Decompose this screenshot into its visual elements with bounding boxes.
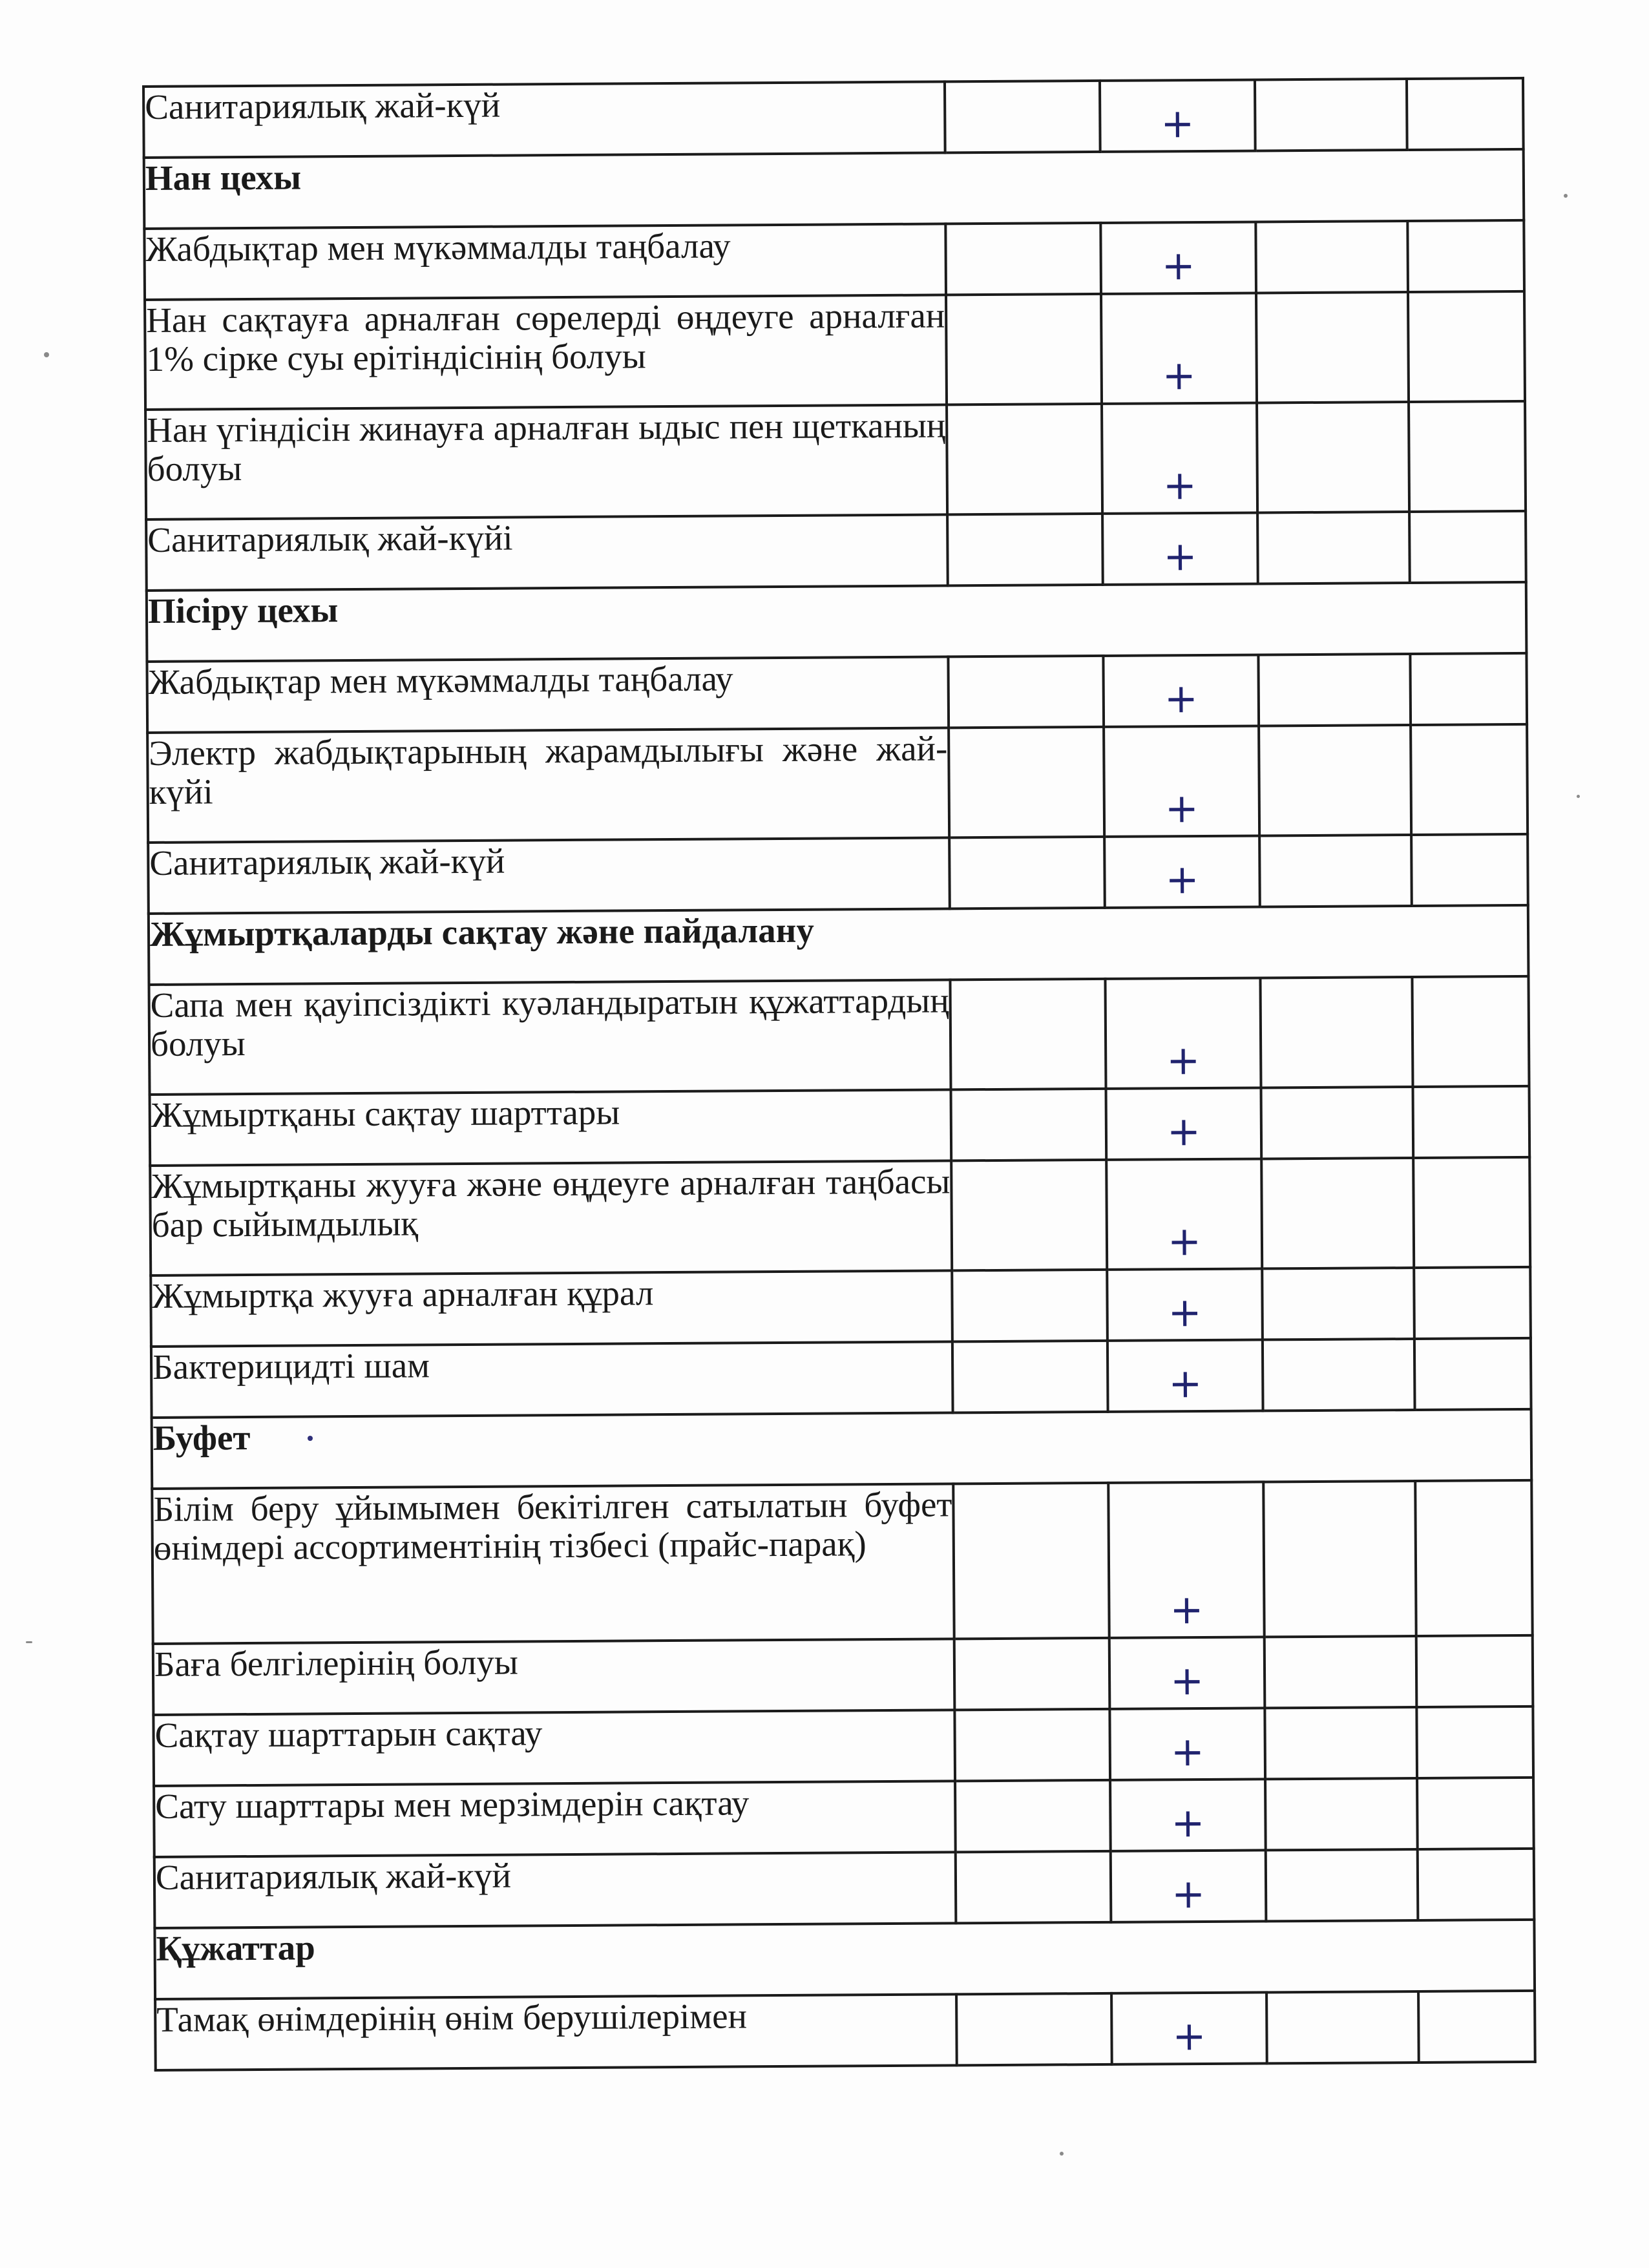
check-cell <box>1109 1637 1265 1708</box>
empty-cell <box>1257 402 1409 512</box>
table-row <box>145 291 1525 410</box>
plus-mark: + <box>1161 100 1195 147</box>
empty-cell <box>1411 724 1528 835</box>
table-row <box>147 724 1528 843</box>
plus-mark: + <box>1170 1657 1204 1705</box>
section-heading: Пісіру цехы <box>147 582 1527 662</box>
empty-cell <box>1261 1087 1414 1159</box>
plus-mark: + <box>1166 1036 1201 1084</box>
item-label: Электр жабдықтарының жарамдылығы және жай-күйі <box>147 728 949 843</box>
table-row <box>144 220 1524 300</box>
empty-cell <box>1265 1707 1417 1779</box>
empty-cell <box>1413 1157 1530 1268</box>
item-label: Санитариялық жай-күйі <box>146 514 948 591</box>
empty-cell <box>1416 1635 1533 1707</box>
check-cell <box>1107 1268 1263 1340</box>
section-heading: Жұмыртқаларды сақтау және пайдалану <box>149 905 1529 985</box>
empty-cell <box>952 1270 1108 1341</box>
empty-cell <box>1256 292 1409 403</box>
item-label: Жұмыртқа жууға арналған құрал <box>151 1270 952 1347</box>
section-row <box>149 905 1529 985</box>
empty-cell <box>1265 1636 1417 1708</box>
item-label: Санитариялық жай-күй <box>148 837 950 914</box>
plus-mark: + <box>1163 532 1197 580</box>
table-row <box>153 1706 1533 1786</box>
check-cell <box>1111 1992 1267 2064</box>
empty-cell <box>955 1780 1111 1852</box>
empty-cell <box>951 1160 1107 1270</box>
item-label: Жабдықтар мен мүкәммалды таңбалау <box>147 656 949 733</box>
empty-cell <box>1258 654 1411 726</box>
item-label: Сақтау шарттарын сақтау <box>153 1710 955 1786</box>
empty-cell <box>1407 78 1524 150</box>
check-cell <box>1104 726 1259 836</box>
plus-mark: + <box>1170 1728 1204 1776</box>
table-row <box>150 1157 1530 1276</box>
empty-cell <box>1262 1268 1414 1339</box>
empty-cell <box>1261 1158 1414 1268</box>
table-row <box>149 976 1529 1095</box>
empty-cell <box>1414 1267 1531 1339</box>
empty-cell <box>1416 1706 1533 1778</box>
check-cell <box>1111 1850 1266 1922</box>
plus-mark: + <box>1172 2011 1206 2060</box>
empty-cell <box>1417 1778 1534 1849</box>
empty-cell <box>1257 512 1410 583</box>
empty-cell <box>1412 976 1529 1087</box>
check-cell <box>1100 79 1255 151</box>
table-row <box>148 834 1528 914</box>
plus-mark: + <box>1161 242 1195 289</box>
plus-mark: + <box>1162 461 1197 509</box>
empty-cell <box>1263 1339 1415 1411</box>
table-row <box>153 1635 1533 1715</box>
check-cell <box>1100 222 1256 293</box>
empty-cell <box>1409 401 1526 512</box>
section-row <box>147 582 1527 662</box>
table-row <box>151 1338 1531 1418</box>
check-cell <box>1106 1087 1262 1159</box>
table-row <box>155 1991 1535 2070</box>
empty-cell <box>1414 1338 1531 1410</box>
empty-cell <box>949 837 1105 908</box>
empty-cell <box>1409 511 1526 583</box>
check-cell <box>1108 1339 1263 1411</box>
empty-cell <box>1260 977 1413 1087</box>
check-cell <box>1110 1779 1266 1851</box>
table-row <box>150 1086 1530 1166</box>
empty-cell <box>1259 835 1412 907</box>
check-cell <box>1102 512 1258 584</box>
plus-mark: + <box>1162 352 1196 399</box>
empty-cell <box>946 294 1102 404</box>
check-cell <box>1102 403 1257 513</box>
table-row <box>154 1778 1534 1857</box>
empty-cell <box>953 1483 1109 1639</box>
item-label: Санитариялық жай-күй <box>154 1852 956 1928</box>
check-cell <box>1109 1708 1265 1780</box>
plus-mark: + <box>1170 1586 1204 1633</box>
item-label: Санитариялық жай-күй <box>143 81 945 158</box>
check-cell <box>1103 655 1259 726</box>
plus-mark: + <box>1166 1108 1201 1155</box>
empty-cell <box>945 223 1101 295</box>
item-label: Бактерицидті шам <box>151 1341 953 1418</box>
check-cell <box>1108 1482 1264 1637</box>
empty-cell <box>1411 834 1528 906</box>
plus-mark: + <box>1167 1217 1202 1265</box>
empty-cell <box>1410 653 1527 725</box>
item-label: Білім беру ұйымымен бекітілген сатылатын буфет өнімдері ассортиментінің тізбесі (прайс-парақ) <box>152 1484 954 1644</box>
scan-speck <box>26 1641 32 1643</box>
item-label: Жабдықтар мен мүкәммалды таңбалау <box>144 224 946 300</box>
section-row <box>154 1920 1535 1999</box>
scan-speck <box>1060 2152 1064 2156</box>
empty-cell <box>945 81 1100 152</box>
empty-cell <box>956 1851 1111 1923</box>
table-row <box>147 653 1527 733</box>
plus-mark: + <box>1171 1870 1206 1918</box>
item-label: Жұмыртқаны жууға және өңдеуге арналған таңбасы бар сыйымдылық <box>150 1160 952 1276</box>
scan-speck <box>44 352 49 357</box>
scan-speck <box>1564 194 1568 198</box>
empty-cell <box>1418 1991 1535 2063</box>
table-row <box>151 1267 1531 1347</box>
plus-mark: + <box>1171 1799 1205 1847</box>
empty-cell <box>1259 725 1411 835</box>
plus-mark: + <box>1168 1288 1202 1336</box>
table-row <box>152 1480 1532 1644</box>
empty-cell <box>1265 1778 1418 1850</box>
empty-cell <box>1413 1086 1530 1158</box>
empty-cell <box>948 656 1104 728</box>
item-label: Жұмыртқаны сақтау шарттары <box>150 1089 952 1166</box>
empty-cell <box>949 727 1104 837</box>
item-label: Сату шарттары мен мерзімдерін сақтау <box>154 1781 956 1857</box>
empty-cell <box>1408 291 1525 402</box>
check-cell <box>1106 1159 1262 1269</box>
empty-cell <box>956 1993 1112 2065</box>
inspection-checklist-table <box>142 77 1537 2072</box>
plus-mark: + <box>1164 675 1199 722</box>
item-label: Сапа мен қауіпсіздікті куәландыратын құжаттардың болуы <box>149 980 951 1095</box>
plus-mark: + <box>1164 784 1199 832</box>
empty-cell <box>1266 1849 1418 1921</box>
empty-cell <box>947 404 1102 514</box>
plus-mark: + <box>1168 1360 1203 1407</box>
table-row <box>146 511 1526 591</box>
scan-speck <box>308 1436 313 1441</box>
empty-cell <box>1255 79 1407 151</box>
item-label: Нан үгіндісін жинауға арналған ыдыс пен щетканың болуы <box>145 404 947 520</box>
empty-cell <box>951 1089 1107 1160</box>
scan-speck <box>1577 795 1580 798</box>
empty-cell <box>952 1341 1108 1412</box>
table-row <box>145 401 1526 520</box>
section-heading: Құжаттар <box>154 1920 1535 1999</box>
empty-cell <box>1418 1849 1535 1920</box>
empty-cell <box>1407 220 1524 292</box>
section-row <box>152 1409 1532 1489</box>
plus-mark: + <box>1165 856 1199 903</box>
table-row <box>154 1849 1535 1928</box>
section-heading: Буфет <box>152 1409 1532 1489</box>
item-label: Нан сақтауға арналған сөрелерді өңдеуге арналған 1% сірке суы ерітіндісінің болуы <box>145 295 947 410</box>
empty-cell <box>1415 1480 1532 1636</box>
section-row <box>144 149 1524 229</box>
empty-cell <box>1255 221 1408 293</box>
table-row <box>143 78 1524 158</box>
empty-cell <box>1263 1481 1416 1637</box>
item-label: Тамақ өнімдерінің өнім берушілерімен <box>155 1994 957 2070</box>
item-label: Баға белгілерінің болуы <box>153 1639 955 1715</box>
empty-cell <box>947 514 1103 585</box>
section-heading: Нан цехы <box>144 149 1524 229</box>
empty-cell <box>954 1709 1110 1781</box>
check-cell <box>1101 293 1257 403</box>
empty-cell <box>954 1638 1110 1710</box>
check-cell <box>1105 978 1261 1088</box>
empty-cell <box>1266 1991 1419 2063</box>
empty-cell <box>950 979 1106 1089</box>
check-cell <box>1104 835 1260 907</box>
